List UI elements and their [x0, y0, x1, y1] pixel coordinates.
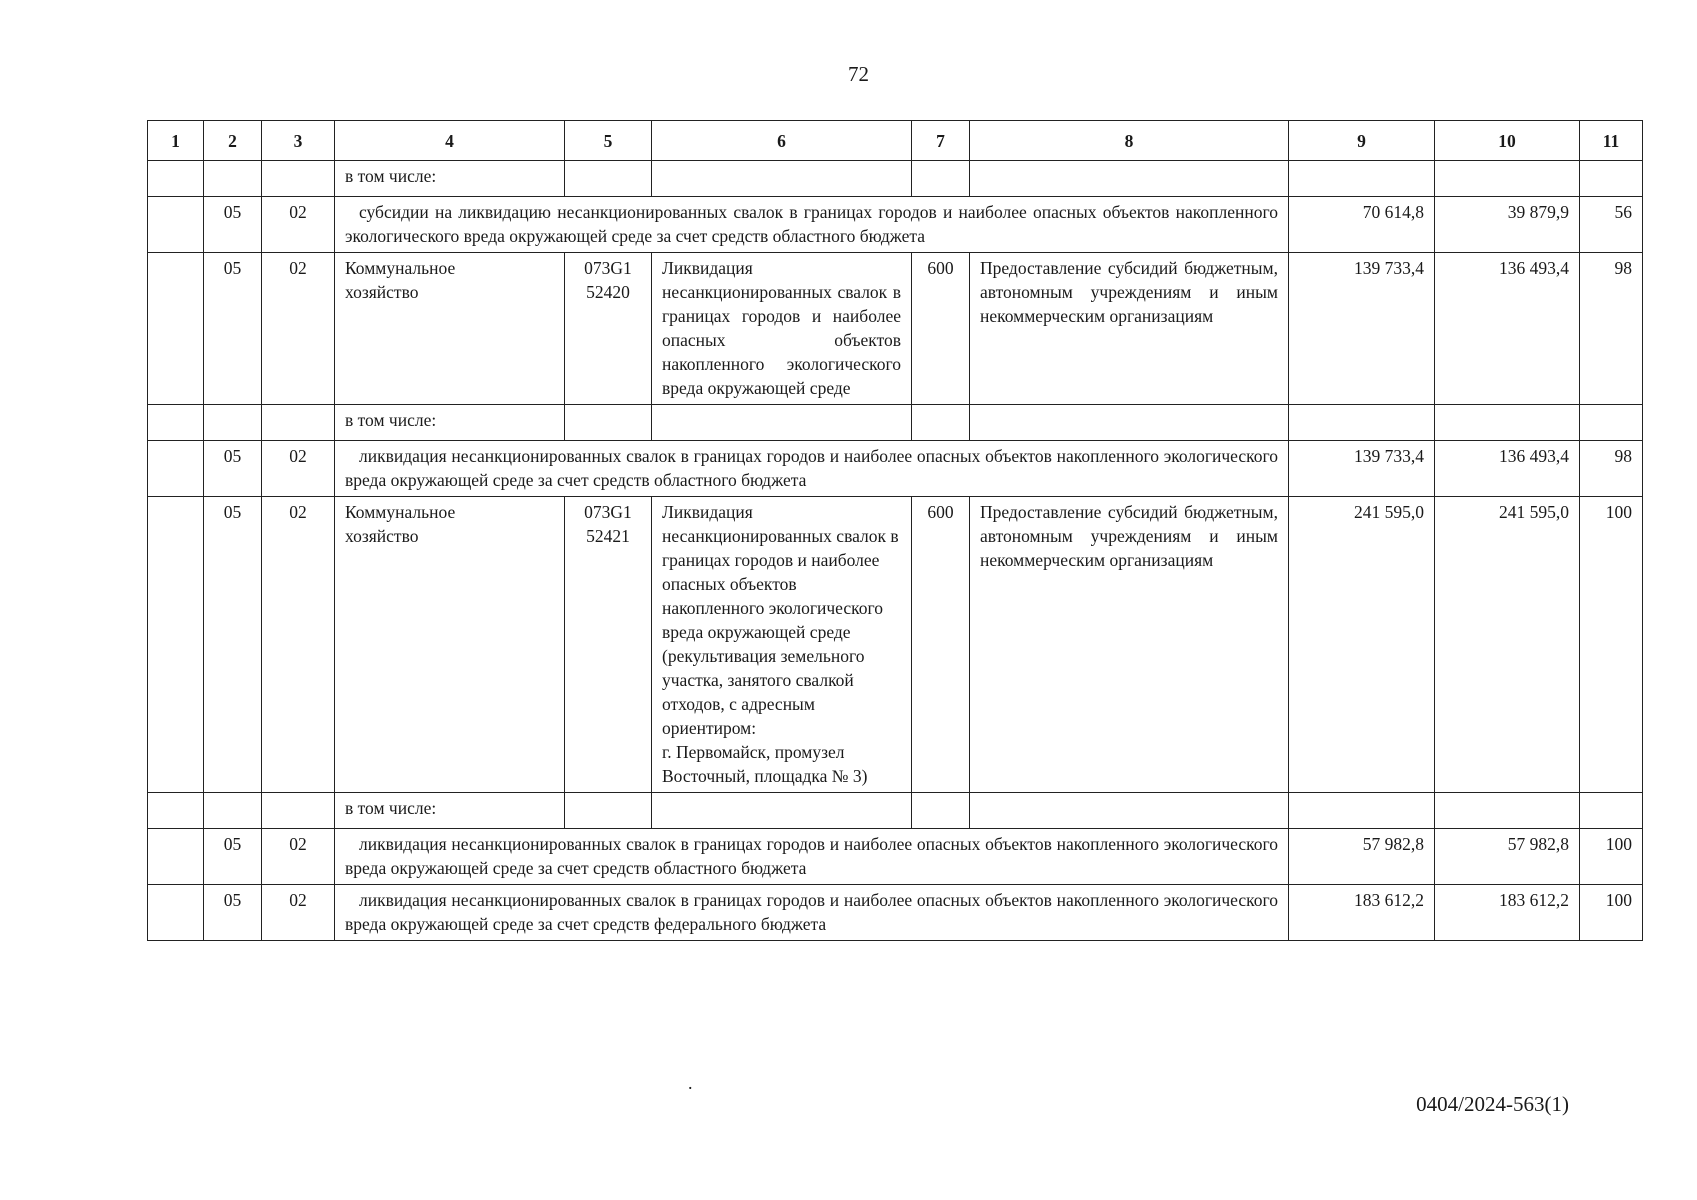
header-col-10: 10	[1435, 121, 1580, 161]
expense-description-address: г. Первомайск, промузел Восточный, площадка № 3)	[662, 742, 868, 786]
actual-amount: 183 612,2	[1435, 885, 1580, 941]
expense-type-code: 600	[912, 253, 970, 405]
header-col-8: 8	[970, 121, 1289, 161]
planned-amount: 57 982,8	[1289, 829, 1435, 885]
section-code: 05	[204, 829, 262, 885]
header-col-1: 1	[148, 121, 204, 161]
sector-name: Коммунальное хозяйство	[335, 497, 565, 793]
page-number: 72	[848, 62, 869, 86]
actual-amount: 136 493,4	[1435, 253, 1580, 405]
sector-name: Коммунальное хозяйство	[335, 253, 565, 405]
planned-amount: 139 733,4	[1289, 253, 1435, 405]
expense-type-name: Предоставление субсидий бюджетным, автономным учреждениям и иным некоммерческим организациям	[970, 497, 1289, 793]
row-description: ликвидация несанкционированных свалок в границах городов и наиболее опасных объектов накопленного экологического вреда окружающей среде за счет средств областного бюджета	[335, 441, 1289, 497]
expense-description: Ликвидация несанкционированных свалок в границах городов и наиболее опасных объектов накопленного экологического вреда окружающей среде (рекультивация земельного участка, занятого свалкой отходов, с адресным ориентиром:	[662, 502, 899, 738]
table-row	[148, 793, 1643, 829]
target-article-code: 073G1 52421	[565, 497, 652, 793]
actual-amount: 136 493,4	[1435, 441, 1580, 497]
subsection-code: 02	[262, 441, 335, 497]
expense-description: Ликвидация несанкционированных свалок в границах городов и наиболее опасных объектов накопленного экологического вреда окружающей среде	[652, 253, 912, 405]
row-description: ликвидация несанкционированных свалок в границах городов и наиболее опасных объектов накопленного экологического вреда окружающей среде за счет средств федерального бюджета	[335, 885, 1289, 941]
section-code: 05	[204, 885, 262, 941]
table-row	[148, 885, 1643, 941]
header-row	[148, 121, 1643, 161]
planned-amount: 241 595,0	[1289, 497, 1435, 793]
section-code: 05	[204, 441, 262, 497]
header-col-6: 6	[652, 121, 912, 161]
header-col-2: 2	[204, 121, 262, 161]
document-code: 0404/2024-563(1)	[1416, 1092, 1569, 1116]
header-col-7: 7	[912, 121, 970, 161]
subsection-code: 02	[262, 885, 335, 941]
stray-dot: .	[688, 1073, 693, 1093]
expense-description-cell	[652, 497, 912, 793]
actual-amount: 57 982,8	[1435, 829, 1580, 885]
header-col-5: 5	[565, 121, 652, 161]
budget-table	[147, 120, 1643, 941]
including-label: в том числе:	[335, 405, 565, 441]
table-row	[148, 441, 1643, 497]
subsection-code: 02	[262, 829, 335, 885]
execution-percent: 98	[1580, 253, 1643, 405]
table-row	[148, 161, 1643, 197]
actual-amount: 39 879,9	[1435, 197, 1580, 253]
execution-percent: 100	[1580, 829, 1643, 885]
section-code: 05	[204, 253, 262, 405]
table-row	[148, 405, 1643, 441]
section-code: 05	[204, 197, 262, 253]
execution-percent: 100	[1580, 885, 1643, 941]
target-article-code: 073G1 52420	[565, 253, 652, 405]
table-row	[148, 497, 1643, 793]
section-code: 05	[204, 497, 262, 793]
execution-percent: 100	[1580, 497, 1643, 793]
subsection-code: 02	[262, 253, 335, 405]
table-row	[148, 253, 1643, 405]
execution-percent: 56	[1580, 197, 1643, 253]
row-description: субсидии на ликвидацию несанкционированных свалок в границах городов и наиболее опасных объектов накопленного экологического вреда окружающей среде за счет средств областного бюджета	[335, 197, 1289, 253]
subsection-code: 02	[262, 497, 335, 793]
expense-type-name: Предоставление субсидий бюджетным, автономным учреждениям и иным некоммерческим организациям	[970, 253, 1289, 405]
planned-amount: 183 612,2	[1289, 885, 1435, 941]
actual-amount: 241 595,0	[1435, 497, 1580, 793]
header-col-9: 9	[1289, 121, 1435, 161]
execution-percent: 98	[1580, 441, 1643, 497]
subsection-code: 02	[262, 197, 335, 253]
header-col-3: 3	[262, 121, 335, 161]
planned-amount: 139 733,4	[1289, 441, 1435, 497]
row-description: ликвидация несанкционированных свалок в границах городов и наиболее опасных объектов накопленного экологического вреда окружающей среде за счет средств областного бюджета	[335, 829, 1289, 885]
header-col-4: 4	[335, 121, 565, 161]
including-label: в том числе:	[335, 161, 565, 197]
table-row	[148, 197, 1643, 253]
including-label: в том числе:	[335, 793, 565, 829]
expense-type-code: 600	[912, 497, 970, 793]
table-row	[148, 829, 1643, 885]
header-col-11: 11	[1580, 121, 1643, 161]
planned-amount: 70 614,8	[1289, 197, 1435, 253]
